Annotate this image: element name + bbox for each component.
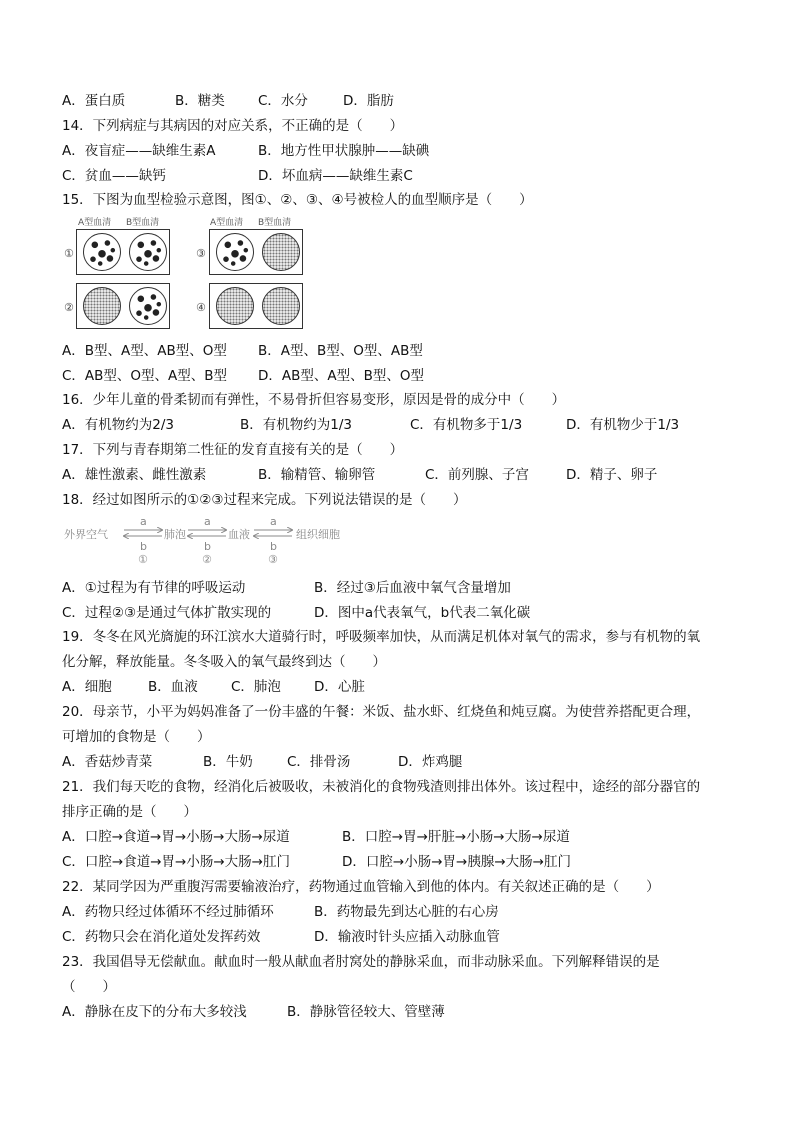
sample-2-dish-b bbox=[129, 287, 167, 325]
process-3-label: ③ bbox=[268, 553, 278, 566]
q19-option-b: B．血液 bbox=[148, 679, 198, 695]
q17-option-c: C．前列腺、子宫 bbox=[425, 467, 529, 483]
q13-option-b: B．糖类 bbox=[175, 93, 225, 109]
arrow-a-3: a bbox=[270, 515, 277, 528]
q14-option-d: D．坏血病——缺维生素C bbox=[258, 168, 413, 184]
node-alveoli: 肺泡 bbox=[164, 528, 186, 541]
arrow-b-2: b bbox=[204, 540, 211, 553]
q18-option-d: D．图中a代表氧气，b代表二氧化碳 bbox=[314, 605, 531, 621]
q22-option-c: C．药物只会在消化道处发挥药效 bbox=[62, 929, 261, 945]
q17-stem: 17．下列与青春期第二性征的发育直接有关的是（ ） bbox=[62, 442, 404, 458]
q22-option-a: A．药物只经过体循环不经过肺循环 bbox=[62, 904, 274, 920]
q13-option-c: C．水分 bbox=[258, 93, 308, 109]
serum-b-label-left: B型血清 bbox=[126, 218, 160, 228]
q15-option-b: B．A型、B型、O型、AB型 bbox=[258, 343, 423, 359]
q16-option-c: C．有机物多于1/3 bbox=[410, 417, 523, 433]
q23-option-a: A．静脉在皮下的分布大多较浅 bbox=[62, 1004, 247, 1020]
sample-4-slide bbox=[209, 283, 303, 329]
q20-option-b: B．牛奶 bbox=[203, 754, 253, 770]
q16-option-d: D．有机物少于1/3 bbox=[566, 417, 680, 433]
q23-option-b: B．静脉管径较大、管壁薄 bbox=[287, 1004, 445, 1020]
q21-option-c: C．口腔→食道→胃→小肠→大肠→肛门 bbox=[62, 854, 290, 870]
q23-stem-line2: （ ） bbox=[62, 979, 116, 995]
node-tissue-cells: 组织细胞 bbox=[296, 528, 340, 541]
q21-option-d: D．口腔→小肠→胃→胰腺→大肠→肛门 bbox=[342, 854, 571, 870]
q14-option-a: A．夜盲症——缺维生素A bbox=[62, 143, 216, 159]
arrow-b-1: b bbox=[140, 540, 147, 553]
q21-stem-line2: 排序正确的是（ ） bbox=[62, 804, 197, 820]
q15-option-c: C．AB型、O型、A型、B型 bbox=[62, 368, 228, 384]
sample-1-dish-b bbox=[129, 233, 167, 271]
q19-option-c: C．肺泡 bbox=[231, 679, 281, 695]
q17-option-a: A．雄性激素、雌性激素 bbox=[62, 467, 207, 483]
q16-option-b: B．有机物约为1/3 bbox=[240, 417, 352, 433]
q13-option-a: A．蛋白质 bbox=[62, 93, 126, 109]
q22-stem: 22．某同学因为严重腹泻需要输液治疗，药物通过血管输入到他的体内。有关叙述正确的是（ ） bbox=[62, 879, 660, 895]
serum-b-label-right: B型血清 bbox=[258, 218, 292, 228]
arrow-a-2: a bbox=[204, 515, 211, 528]
sample-3-slide bbox=[209, 229, 303, 275]
q19-stem-line2: 化分解，释放能量。冬冬吸入的氧气最终到达（ ） bbox=[62, 654, 386, 670]
q19-option-a: A．细胞 bbox=[62, 679, 112, 695]
q18-option-a: A．①过程为有节律的呼吸运动 bbox=[62, 580, 246, 596]
q18-option-c: C．过程②③是通过气体扩散实现的 bbox=[62, 605, 272, 621]
q19-option-d: D．心脏 bbox=[314, 679, 365, 695]
q22-option-b: B．药物最先到达心脏的右心房 bbox=[314, 904, 499, 920]
sample-4-dish-b bbox=[262, 287, 300, 325]
q15-stem: 15．下图为血型检验示意图，图①、②、③、④号被检人的血型顺序是（ ） bbox=[62, 192, 533, 208]
sample-4-dish-a bbox=[216, 287, 254, 325]
q13-option-d: D．脂肪 bbox=[343, 93, 394, 109]
sample-2-dish-a bbox=[83, 287, 121, 325]
q16-stem: 16．少年儿童的骨柔韧而有弹性，不易骨折但容易变形，原因是骨的成分中（ ） bbox=[62, 392, 566, 408]
q15-option-a: A．B型、A型、AB型、O型 bbox=[62, 343, 227, 359]
q18-stem: 18．经过如图所示的①②③过程来完成。下列说法错误的是（ ） bbox=[62, 492, 467, 508]
q16-option-a: A．有机物约为2/3 bbox=[62, 417, 174, 433]
q20-stem-line2: 可增加的食物是（ ） bbox=[62, 729, 211, 745]
sample-label-4: ④ bbox=[196, 301, 206, 314]
sample-1-slide bbox=[76, 229, 170, 275]
q21-option-a: A．口腔→食道→胃→小肠→大肠→尿道 bbox=[62, 829, 290, 845]
sample-label-1: ① bbox=[64, 247, 74, 260]
q15-option-d: D．AB型、A型、B型、O型 bbox=[258, 368, 425, 384]
process-1-label: ① bbox=[138, 553, 148, 566]
q17-option-b: B．输精管、输卵管 bbox=[258, 467, 376, 483]
sample-3-dish-b bbox=[262, 233, 300, 271]
q14-option-c: C．贫血——缺钙 bbox=[62, 168, 166, 184]
serum-a-label-right: A型血清 bbox=[210, 218, 244, 228]
q14-option-b: B．地方性甲状腺肿——缺碘 bbox=[258, 143, 430, 159]
q19-stem-line1: 19．冬冬在风光旖旎的环江滨水大道骑行时，呼吸频率加快，从而满足机体对氧气的需求，参与有机物的氧 bbox=[62, 629, 701, 645]
q14-stem: 14．下列病症与其病因的对应关系，不正确的是（ ） bbox=[62, 118, 404, 134]
q21-option-b: B．口腔→胃→肝脏→小肠→大肠→尿道 bbox=[342, 829, 570, 845]
sample-3-dish-a bbox=[216, 233, 254, 271]
node-blood: 血液 bbox=[228, 528, 250, 541]
sample-1-dish-a bbox=[83, 233, 121, 271]
q20-stem-line1: 20．母亲节，小平为妈妈准备了一份丰盛的午餐：米饭、盐水虾、红烧鱼和炖豆腐。为使营养搭配更合理， bbox=[62, 704, 701, 720]
q20-option-a: A．香菇炒青菜 bbox=[62, 754, 153, 770]
sample-label-2: ② bbox=[64, 301, 74, 314]
serum-a-label-left: A型血清 bbox=[78, 218, 112, 228]
q22-option-d: D．输液时针头应插入动脉血管 bbox=[314, 929, 500, 945]
q21-stem-line1: 21．我们每天吃的食物，经消化后被吸收，未被消化的食物残渣则排出体外。该过程中，途经的部分器官的 bbox=[62, 779, 701, 795]
blood-type-figure bbox=[64, 215, 304, 330]
arrow-b-3: b bbox=[270, 540, 277, 553]
q20-option-c: C．排骨汤 bbox=[287, 754, 351, 770]
q17-option-d: D．精子、卵子 bbox=[566, 467, 658, 483]
arrow-a-1: a bbox=[140, 515, 147, 528]
gas-exchange-figure bbox=[64, 514, 364, 568]
q20-option-d: D．炸鸡腿 bbox=[398, 754, 463, 770]
process-2-label: ② bbox=[202, 553, 212, 566]
q18-option-b: B．经过③后血液中氧气含量增加 bbox=[314, 580, 511, 596]
q23-stem-line1: 23．我国倡导无偿献血。献血时一般从献血者肘窝处的静脉采血，而非动脉采血。下列解释错误的是 bbox=[62, 954, 660, 970]
sample-2-slide bbox=[76, 283, 170, 329]
node-outside-air: 外界空气 bbox=[64, 528, 108, 541]
sample-label-3: ③ bbox=[196, 247, 206, 260]
